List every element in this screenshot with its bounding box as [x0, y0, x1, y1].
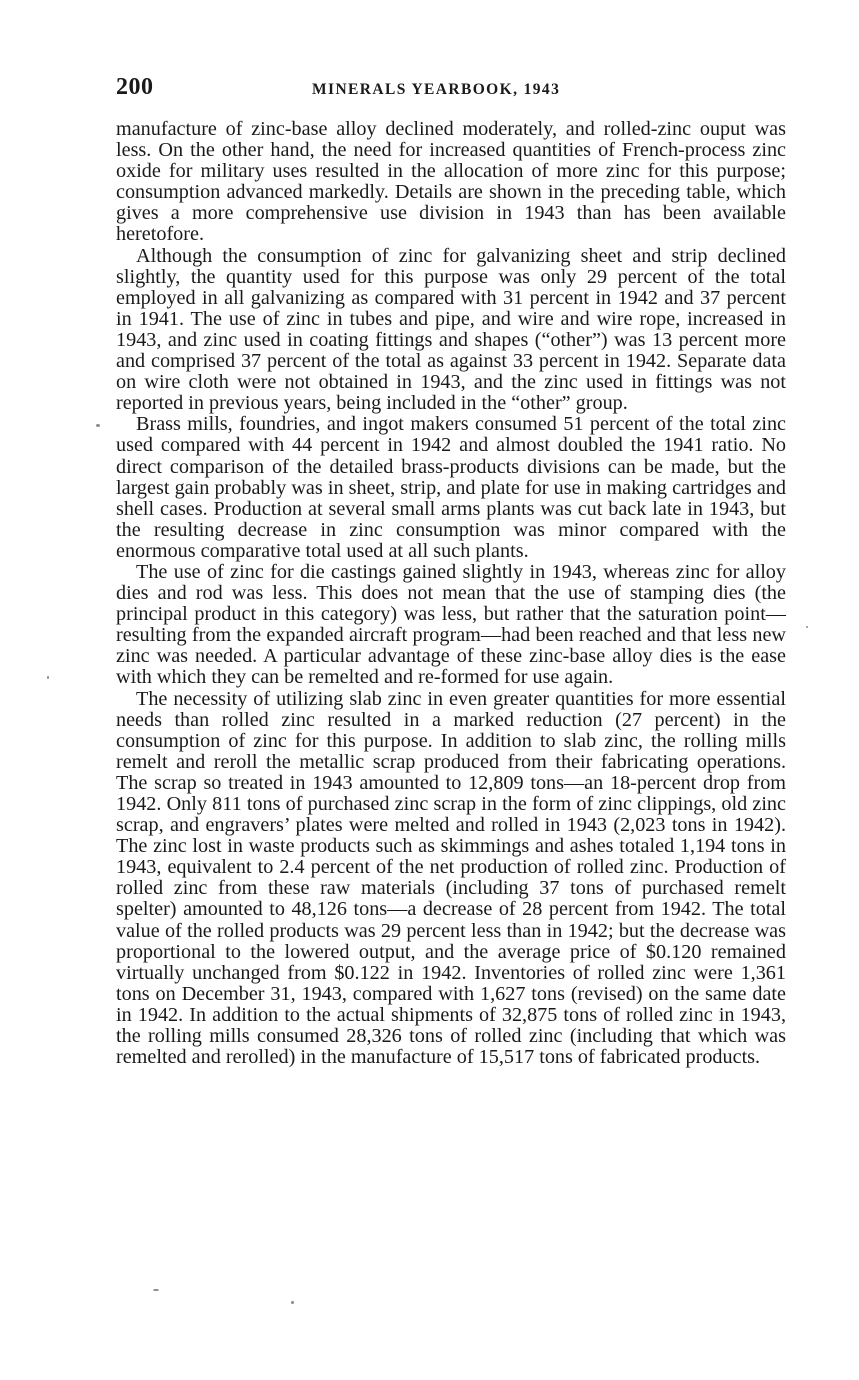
- paragraph-5: The necessity of utilizing slab zinc in even greater quantities for more essential needs than rolled zinc resulted in a marked reduction (27 percent) in the consumption of zinc for this purpose. In addition to slab zinc, the rolling mills remelt and reroll the metallic scrap produced from their fabricating operations. The scrap so treated in 1943 amounted to 12,809 tons—an 18-percent drop from 1942. Only 811 tons of purchased zinc scrap in the form of zinc clippings, old zinc scrap, and engravers’ plates were melted and rolled in 1943 (2,023 tons in 1942). The zinc lost in waste products such as skimmings and ashes totaled 1,194 tons in 1943, equivalent to 2.4 percent of the net production of rolled zinc. Production of rolled zinc from these raw materials (including 37 tons of purchased remelt spelter) amounted to 48,126 tons—a decrease of 28 percent from 1942. The total value of the rolled products was 29 percent less than in 1942; but the decrease was proportional to the lowered output, and the average price of $0.120 remained virtually unchanged from $0.122 in 1942. Inventories of rolled zinc were 1,361 tons on December 31, 1943, compared with 1,627 tons (revised) on the same date in 1942. In addition to the actual shipments of 32,875 tons of rolled zinc in 1943, the rolling mills consumed 28,326 tons of rolled zinc (including that which was remelted and rerolled) in the manufacture of 15,517 tons of fabricated products.: [116, 687, 786, 1069]
- scan-speck: [806, 626, 808, 628]
- scan-speck: [291, 1301, 294, 1304]
- running-head: [116, 74, 786, 104]
- scan-speck: [47, 676, 49, 679]
- scan-speck: [153, 1289, 159, 1291]
- body-text: [116, 119, 786, 1068]
- paragraph-4: The use of zinc for die castings gained slightly in 1943, whereas zinc for alloy dies and rod was less. This does not mean that the use of stamping dies (the principal product in this category) was less, but rather that the saturation point—resulting from the expanded aircraft program—had been reached and that less new zinc was needed. A particular advantage of these zinc-base alloy dies is the ease with which they can be remelted and re-formed for use again.: [116, 560, 786, 689]
- paragraph-3: Brass mills, foundries, and ingot makers consumed 51 percent of the total zinc used compared with 44 percent in 1942 and almost doubled the 1941 ratio. No direct comparison of the detailed brass-products divisions can be made, but the largest gain probably was in sheet, strip, and plate for use in making cartridges and shell cases. Production at several small arms plants was cut back late in 1943, but the resulting decrease in zinc consumption was minor compared with the enormous comparative total used at all such plants.: [116, 413, 786, 562]
- paragraph-2: Although the consumption of zinc for galvanizing sheet and strip declined slightly, the quantity used for this purpose was only 29 percent of the total employed in all galvanizing as compared with 31 percent in 1942 and 37 percent in 1941. The use of zinc in tubes and pipe, and wire and wire rope, increased in 1943, and zinc used in coating fittings and shapes (“other”) was 13 percent more and comprised 37 percent of the total as against 33 percent in 1942. Separate data on wire cloth were not obtained in 1943, and the zinc used in fittings was not reported in previous years, being included in the “other” group.: [116, 244, 786, 415]
- page-number: 200: [116, 74, 154, 100]
- paragraph-1: manufacture of zinc-base alloy declined moderately, and rolled-zinc ouput was less. On the other hand, the need for increased quantities of French-process zinc oxide for military uses resulted in the allocation of more zinc for this purpose; consumption advanced markedly. Details are shown in the preceding table, which gives a more comprehensive use division in 1943 than has been available heretofore.: [116, 118, 786, 246]
- running-title: MINERALS YEARBOOK, 1943: [312, 81, 561, 98]
- scan-speck: [96, 424, 100, 427]
